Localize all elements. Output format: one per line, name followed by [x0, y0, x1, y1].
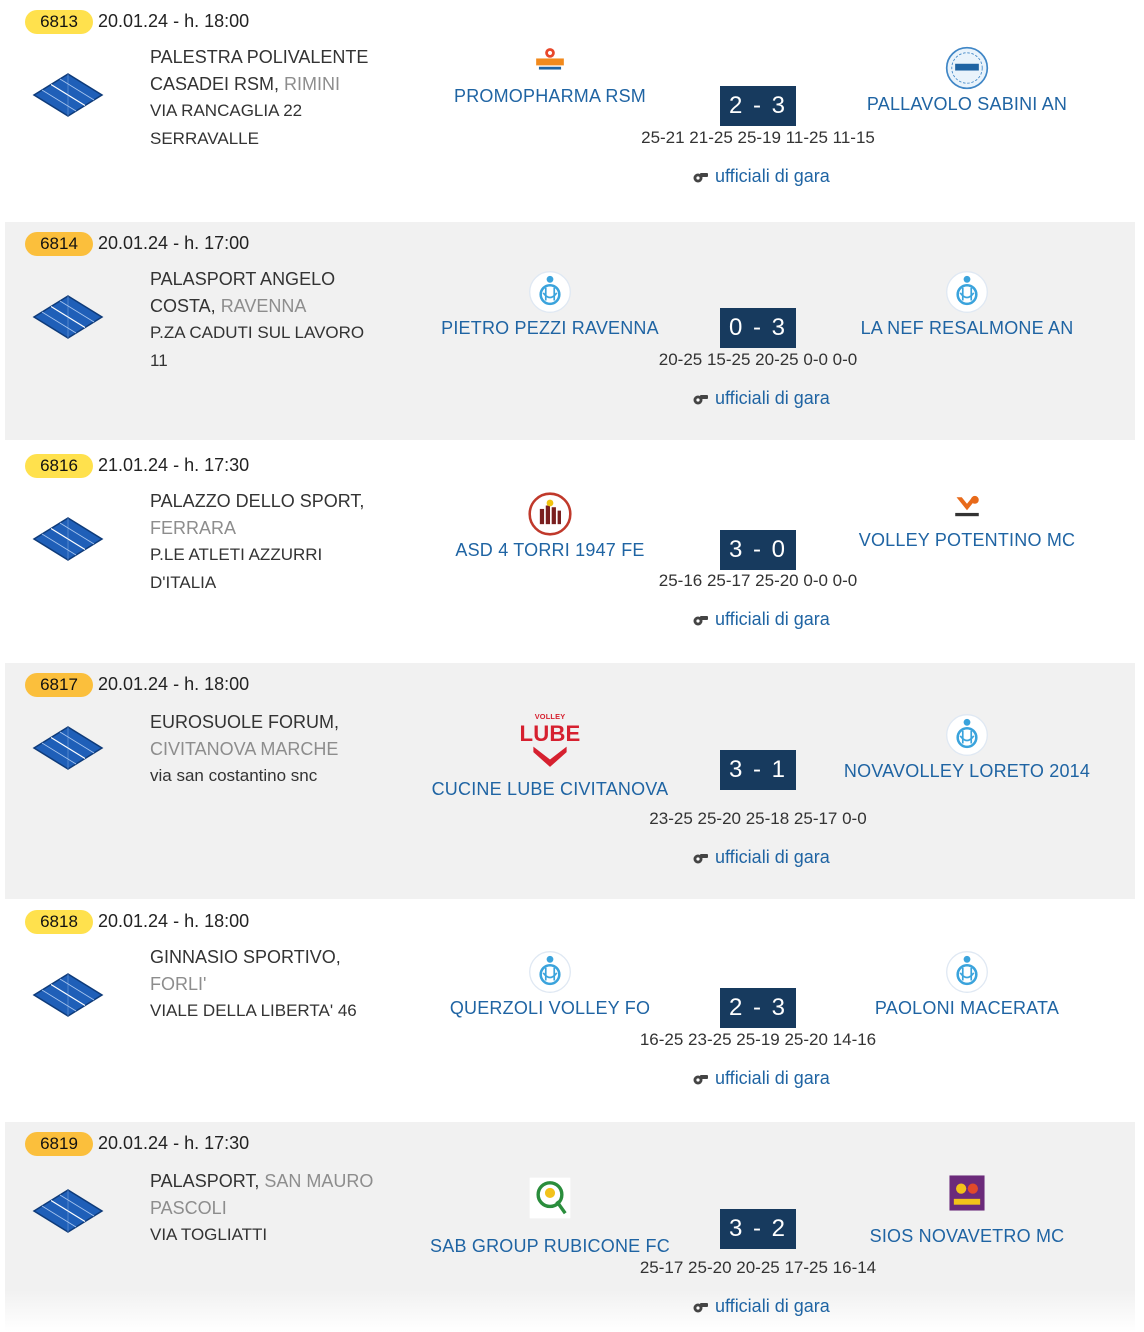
officials-link[interactable]	[691, 847, 830, 868]
home-team-name[interactable]: PROMOPHARMA RSM	[453, 86, 647, 106]
match-number-badge: 6813	[25, 10, 93, 34]
match-card	[5, 0, 1135, 218]
venue-address: VIA TOGLIATTI	[150, 1225, 268, 1244]
venue-address: P.LE ATLETI AZZURRI D'ITALIA	[150, 545, 323, 592]
away-team-name[interactable]: VOLLEY POTENTINO MC	[858, 530, 1076, 550]
officials-link[interactable]	[691, 1296, 830, 1317]
venue-city: CIVITANOVA MARCHE	[150, 738, 339, 759]
home-team-name[interactable]: PIETRO PEZZI RAVENNA	[441, 318, 659, 338]
fipav-logo-icon	[945, 270, 989, 314]
venue-city: FERRARA	[150, 517, 237, 538]
officials-link[interactable]	[691, 388, 830, 409]
match-datetime: 20.01.24 - h. 18:00	[98, 11, 250, 31]
match-number-badge: 6819	[25, 1132, 93, 1156]
venue-address: VIA RANCAGLIA 22 SERRAVALLE	[150, 101, 303, 148]
home-team-name[interactable]: SAB GROUP RUBICONE FC	[430, 1236, 670, 1256]
venue-city: RIMINI	[284, 73, 341, 94]
lube-logo-main-text: LUBE	[519, 721, 581, 747]
whistle-icon	[691, 852, 709, 864]
venue-city: RAVENNA	[220, 295, 307, 316]
novavetro-logo-icon	[946, 1174, 988, 1212]
venue-address: VIALE DELLA LIBERTA' 46	[150, 1001, 357, 1020]
home-team-name[interactable]: ASD 4 TORRI 1947 FE	[455, 540, 645, 560]
lube-logo-top-text: VOLLEY	[534, 711, 566, 721]
venue	[150, 44, 385, 152]
match-number-badge: 6818	[25, 910, 93, 934]
match-number-badge: 6816	[25, 454, 93, 478]
whistle-icon	[691, 614, 709, 626]
volleyball-court-icon	[32, 725, 104, 771]
whistle-icon	[691, 171, 709, 183]
match-card	[5, 900, 1135, 1121]
away-team[interactable]	[817, 713, 1117, 782]
volley-potentino-logo-icon	[945, 492, 989, 526]
match-card	[5, 663, 1135, 899]
away-team-name[interactable]: NOVAVOLLEY LORETO 2014	[843, 761, 1091, 781]
home-team-name[interactable]: CUCINE LUBE CIVITANOVA	[431, 779, 669, 799]
officials-label[interactable]: ufficiali di gara	[715, 609, 830, 629]
home-team-name[interactable]: QUERZOLI VOLLEY FO	[449, 998, 651, 1018]
officials-label[interactable]: ufficiali di gara	[715, 388, 830, 408]
home-team[interactable]	[400, 950, 700, 1019]
venue-name: GINNASIO SPORTIVO,	[150, 947, 341, 967]
away-team[interactable]	[817, 270, 1117, 339]
final-score: 3 - 0	[720, 530, 796, 570]
final-score: 3 - 2	[720, 1209, 796, 1249]
match-card	[5, 222, 1135, 440]
set-scores: 25-16 25-17 25-20 0-0 0-0	[658, 571, 858, 590]
final-score: 2 - 3	[720, 86, 796, 126]
officials-label[interactable]: ufficiali di gara	[715, 847, 830, 867]
venue-address: via san costantino snc	[150, 766, 318, 785]
whistle-icon	[691, 393, 709, 405]
fipav-logo-icon	[945, 713, 989, 757]
home-team[interactable]	[400, 270, 700, 339]
away-team-name[interactable]: LA NEF RESALMONE AN	[860, 318, 1074, 338]
fipav-logo-icon	[528, 950, 572, 994]
set-scores: 25-17 25-20 20-25 17-25 16-14	[639, 1258, 877, 1277]
venue-name: PALAZZO DELLO SPORT,	[150, 491, 365, 511]
match-card	[5, 444, 1135, 662]
venue-city: SAN MAURO PASCOLI	[150, 1171, 374, 1218]
volleyball-court-icon	[32, 294, 104, 340]
venue-address: P.ZA CADUTI SUL LAVORO 11	[150, 323, 365, 370]
home-team[interactable]	[400, 492, 700, 561]
final-score: 3 - 1	[720, 750, 796, 790]
match-datetime: 20.01.24 - h. 18:00	[98, 674, 250, 694]
officials-label[interactable]: ufficiali di gara	[715, 166, 830, 186]
volleyball-court-icon	[32, 972, 104, 1018]
officials-link[interactable]	[691, 609, 830, 630]
away-team[interactable]	[817, 950, 1117, 1019]
away-team[interactable]	[817, 492, 1117, 551]
volleyball-court-icon	[32, 72, 104, 118]
officials-link[interactable]	[691, 166, 830, 187]
away-team-name[interactable]: PALLAVOLO SABINI AN	[866, 94, 1068, 114]
rubicone-logo-icon	[528, 1172, 572, 1224]
match-datetime: 21.01.24 - h. 17:30	[98, 455, 250, 475]
sabini-logo-icon	[945, 46, 989, 90]
away-team-name[interactable]: SIOS NOVAVETRO MC	[869, 1226, 1065, 1246]
match-number-badge: 6814	[25, 232, 93, 256]
match-datetime: 20.01.24 - h. 18:00	[98, 911, 250, 931]
officials-label[interactable]: ufficiali di gara	[715, 1068, 830, 1088]
home-team[interactable]	[400, 1172, 700, 1257]
lube-logo-icon	[519, 711, 581, 773]
match-card	[5, 1122, 1135, 1332]
venue-name: PALASPORT ANGELO COSTA,	[150, 269, 336, 316]
bp-volley-logo-icon	[524, 46, 576, 82]
officials-link[interactable]	[691, 1068, 830, 1089]
venue-name: EUROSUOLE FORUM,	[150, 712, 340, 732]
match-number-badge: 6817	[25, 673, 93, 697]
final-score: 2 - 3	[720, 988, 796, 1028]
fipav-logo-icon	[528, 270, 572, 314]
venue	[150, 709, 385, 790]
volleyball-court-icon	[32, 1188, 104, 1234]
venue	[150, 944, 385, 1025]
home-team[interactable]	[400, 46, 700, 107]
fipav-logo-icon	[945, 950, 989, 994]
whistle-icon	[691, 1301, 709, 1313]
set-scores: 25-21 21-25 25-19 11-25 11-15	[641, 128, 875, 147]
venue	[150, 488, 385, 596]
away-team-name[interactable]: PAOLONI MACERATA	[874, 998, 1060, 1018]
set-scores: 23-25 25-20 25-18 25-17 0-0	[649, 809, 867, 828]
away-team[interactable]	[817, 46, 1117, 115]
venue	[150, 266, 385, 374]
home-team[interactable]	[400, 711, 700, 800]
volleyball-court-icon	[32, 516, 104, 562]
venue	[150, 1168, 385, 1249]
set-scores: 20-25 15-25 20-25 0-0 0-0	[658, 350, 858, 369]
match-datetime: 20.01.24 - h. 17:30	[98, 1133, 250, 1153]
whistle-icon	[691, 1073, 709, 1085]
away-team[interactable]	[817, 1174, 1117, 1247]
quattro-torri-logo-icon	[528, 492, 572, 536]
venue-name: PALASPORT,	[150, 1171, 265, 1191]
officials-label[interactable]: ufficiali di gara	[715, 1296, 830, 1316]
venue-name: PALESTRA POLIVALENTE CASADEI RSM,	[150, 47, 369, 94]
venue-city: FORLI'	[150, 973, 207, 994]
final-score: 0 - 3	[720, 308, 796, 348]
set-scores: 16-25 23-25 25-19 25-20 14-16	[639, 1030, 877, 1049]
match-datetime: 20.01.24 - h. 17:00	[98, 233, 250, 253]
